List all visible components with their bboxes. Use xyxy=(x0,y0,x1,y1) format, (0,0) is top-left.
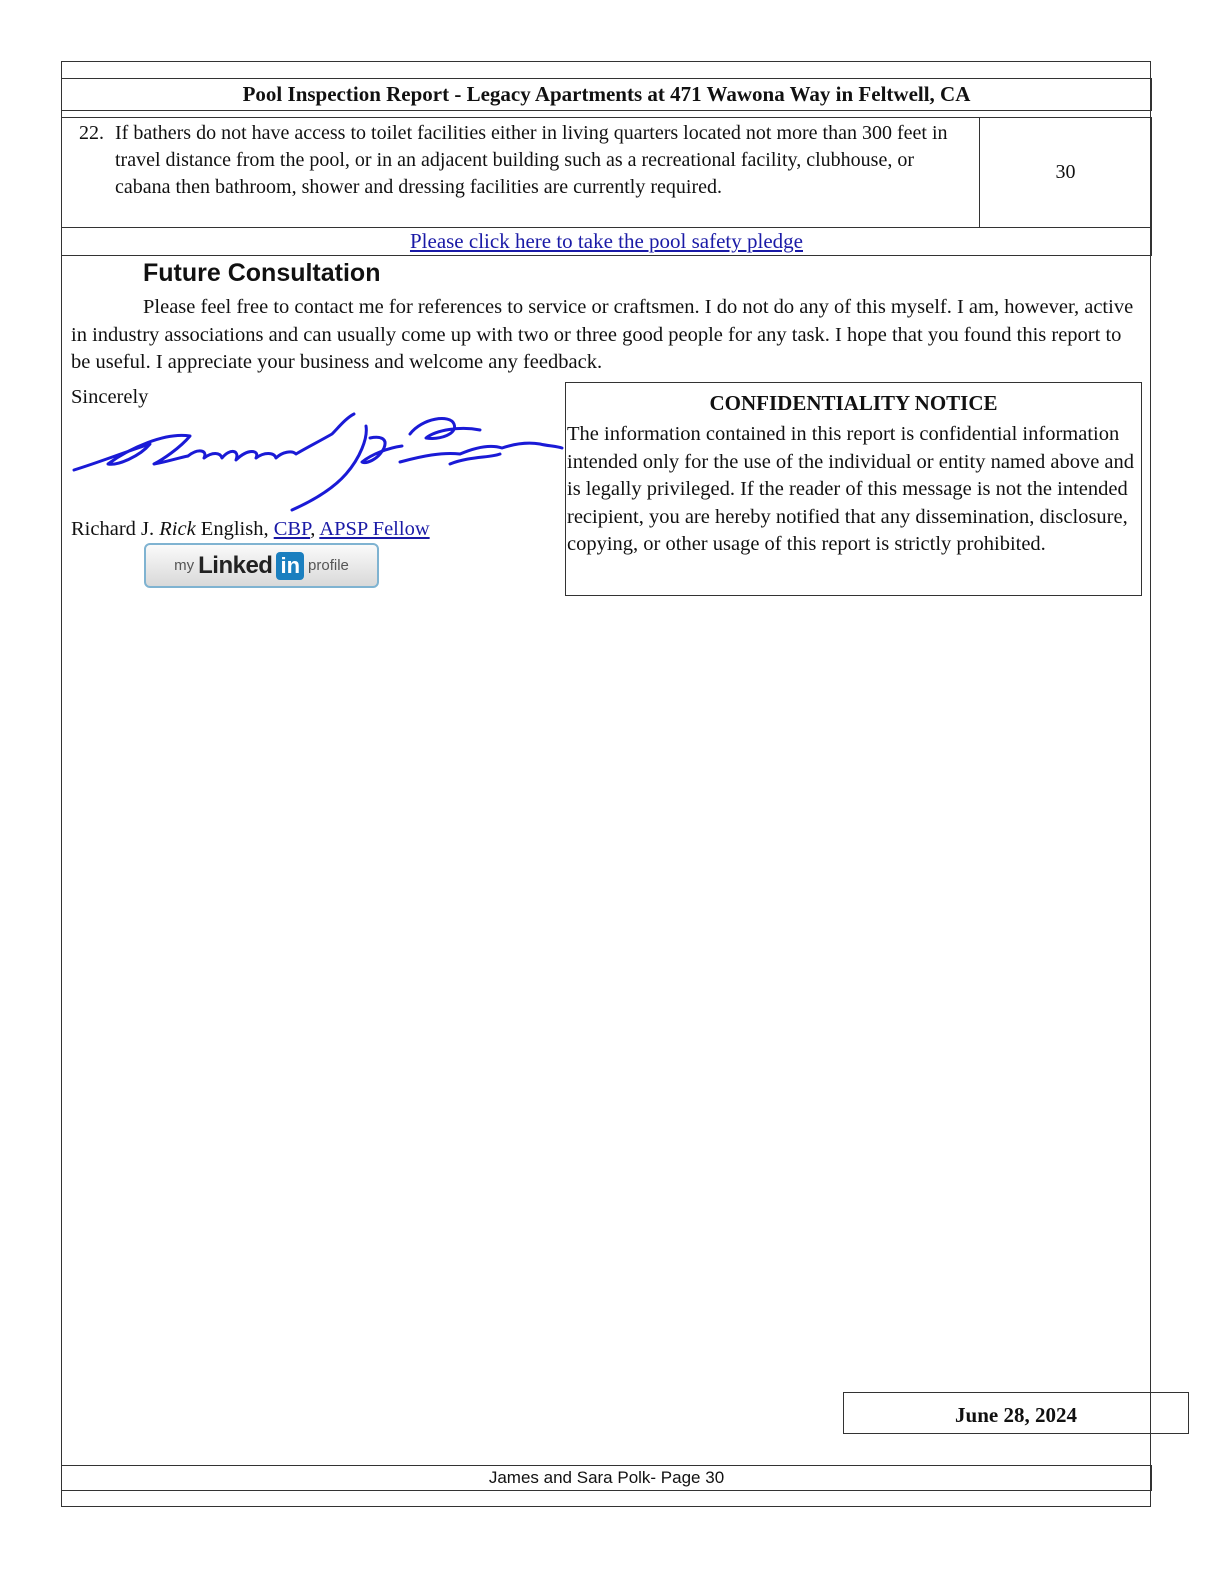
closing-sincerely: Sincerely xyxy=(71,386,149,408)
credential-separator: , xyxy=(310,518,320,540)
item-description-cell xyxy=(62,118,980,227)
linkedin-my-label: my xyxy=(174,557,195,574)
item-table xyxy=(61,117,1152,228)
pledge-row xyxy=(61,228,1152,256)
item-row xyxy=(79,120,965,201)
signer-name-suffix: English, xyxy=(195,518,274,540)
linkedin-profile-label: profile xyxy=(308,557,349,574)
report-title: Pool Inspection Report - Legacy Apartments at 471 Wawona Way in Feltwell, CA xyxy=(61,78,1152,111)
page-footer: James and Sara Polk- Page 30 xyxy=(61,1465,1152,1491)
pool-safety-pledge-link[interactable]: Please click here to take the pool safety pledge xyxy=(409,229,803,253)
signer-name-prefix: Richard J. xyxy=(71,518,160,540)
consultation-paragraph: Please feel free to contact me for references to service or craftsmen. I do not do any of this myself. I am, however, active in industry associations and can usually come up with two or three good people for any task. I hope that you found this report to be useful. I appreciate your business and welcome any feedback. xyxy=(71,296,1134,373)
linkedin-wordmark: Linked xyxy=(198,551,273,579)
linkedin-in-icon: in xyxy=(276,552,304,580)
section-heading: Future Consultation xyxy=(143,259,381,287)
linkedin-profile-button[interactable] xyxy=(144,543,379,588)
notice-title: CONFIDENTIALITY NOTICE xyxy=(709,391,998,415)
signature-image xyxy=(70,408,565,516)
apsp-fellow-link[interactable]: APSP Fellow xyxy=(319,518,430,540)
item-text: If bathers do not have access to toilet facilities either in living quarters located not more than 300 feet in travel distance from the pool, or in an adjacent building such as a recreational facility, clubhouse, or cabana then bathroom, shower and dressing facilities are currently required. xyxy=(115,122,948,198)
item-number: 22. xyxy=(79,122,104,144)
item-page-reference: 30 xyxy=(1055,161,1076,183)
cbp-link[interactable]: CBP xyxy=(273,518,311,540)
notice-text: The information contained in this report is confidential information intended only for the use of the individual or entity named above and is legally privileged. If the reader of this message is not the intended recipient, you are hereby notified that any dissemination, disclosure, copying, or other usage of this report is strictly prohibited. xyxy=(567,423,1135,555)
signer-nickname: Rick xyxy=(159,518,196,540)
confidentiality-notice xyxy=(565,382,1142,596)
signer-name-line xyxy=(71,515,430,543)
report-date: June 28, 2024 xyxy=(843,1392,1189,1434)
